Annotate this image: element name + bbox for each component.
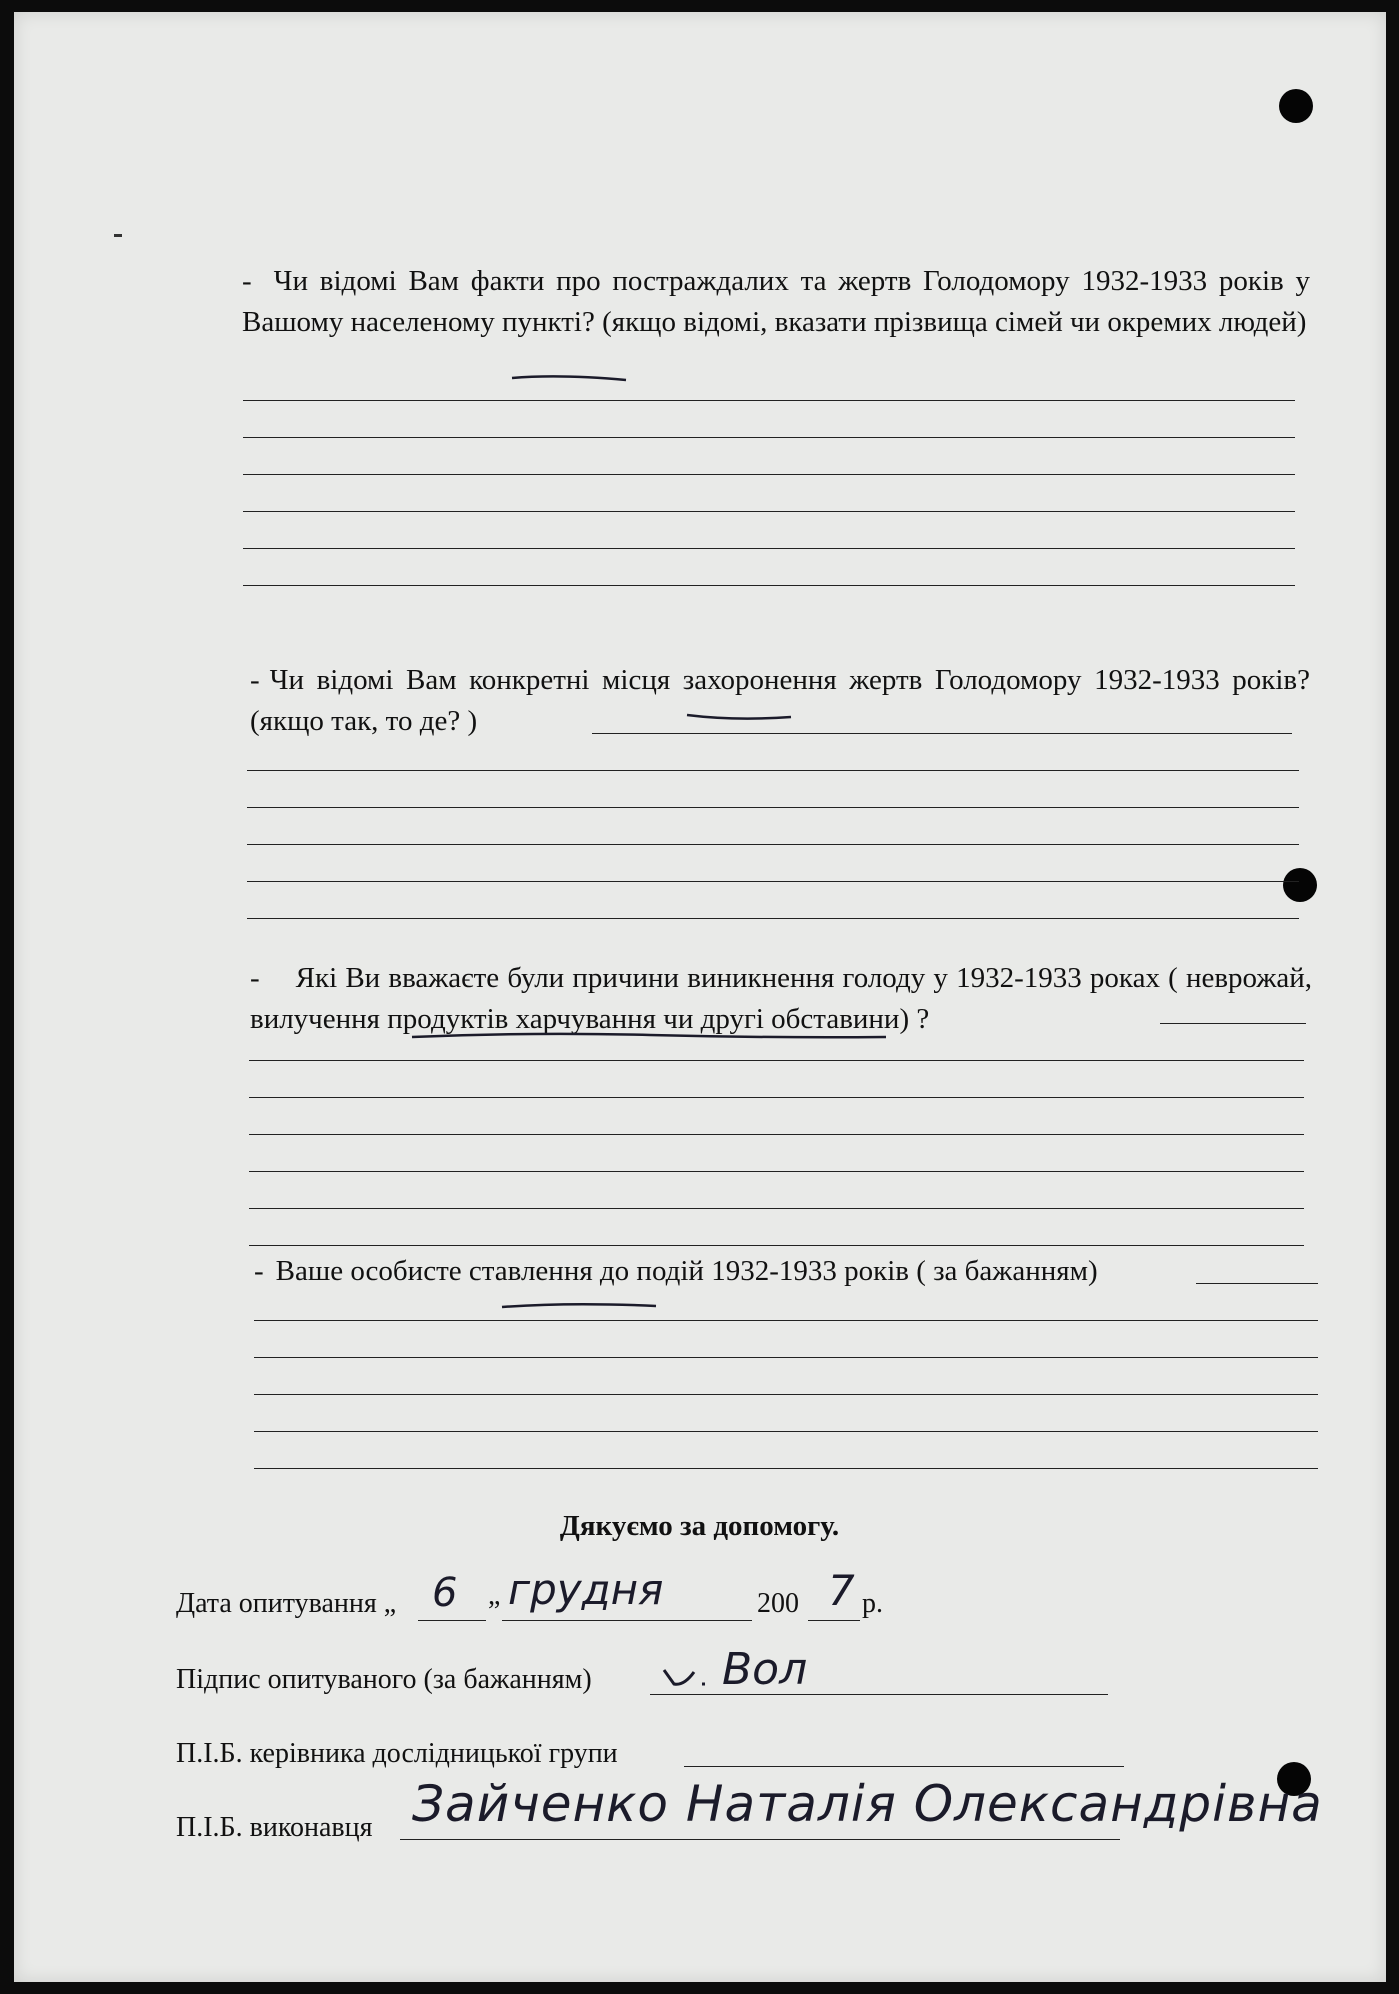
date-year-digit-handwritten: 7 (828, 1566, 855, 1615)
answer-line[interactable] (249, 1060, 1304, 1061)
answer-line[interactable] (1160, 1023, 1306, 1024)
answer-line[interactable] (254, 1394, 1318, 1395)
leader-label: П.І.Б. керівника дослідницької групи (176, 1738, 618, 1769)
answer-line[interactable] (243, 474, 1295, 475)
pen-underline-1 (510, 372, 630, 384)
question-1-dash: - (242, 265, 252, 297)
answer-line[interactable] (249, 1097, 1304, 1098)
executor-line[interactable] (400, 1839, 1120, 1840)
question-3-dash: - (250, 962, 260, 994)
question-4-text: Ваше особисте ставлення до подій 1932-1933 років ( за бажанням) (275, 1255, 1098, 1287)
thanks-heading: Дякуємо за допомогу. (559, 1510, 840, 1542)
date-month-handwritten: грудня (508, 1565, 664, 1614)
date-day-handwritten: 6 (432, 1570, 458, 1616)
answer-line[interactable] (254, 1320, 1318, 1321)
date-year-line[interactable] (808, 1620, 860, 1621)
answer-line[interactable] (247, 881, 1299, 882)
answer-line[interactable] (247, 807, 1299, 808)
executor-name-handwritten: Зайченко Наталія Олександрівна (412, 1775, 1323, 1833)
answer-line[interactable] (247, 918, 1299, 919)
answer-line[interactable] (249, 1171, 1304, 1172)
answer-line[interactable] (247, 770, 1299, 771)
answer-line[interactable] (254, 1431, 1318, 1432)
pen-underline-3 (410, 1029, 890, 1043)
pen-underline-2 (685, 711, 795, 723)
answer-line[interactable] (1196, 1283, 1318, 1284)
date-suffix: р. (862, 1588, 883, 1619)
question-3-text: Які Ви вважаєте були причини виникнення голоду у 1932-1933 роках ( неврожай, вилучення продуктів харчування чи другі обставини) ? (250, 962, 1312, 1035)
answer-line[interactable] (249, 1208, 1304, 1209)
question-3 (250, 958, 1312, 1040)
date-label: Дата опитування „ (176, 1588, 397, 1619)
scan-speck (114, 234, 122, 237)
answer-line[interactable] (254, 1468, 1318, 1469)
answer-line[interactable] (243, 585, 1295, 586)
signature-scribble (660, 1650, 720, 1694)
question-1-text: Чи відомі Вам факти про постраждалих та жертв Голодомору 1932-1933 років у Вашому населеному пункті? (якщо відомі, вказати прізвища сімей чи окремих людей) (242, 265, 1310, 338)
question-2-text: Чи відомі Вам конкретні місця захоронення жертв Голодомору 1932-1933 років? (якщо так, то де? ) (250, 664, 1310, 737)
answer-line[interactable] (249, 1245, 1304, 1246)
signature-handwritten: Вол (722, 1644, 808, 1695)
date-year-prefix: 200 (757, 1588, 799, 1619)
leader-line[interactable] (684, 1766, 1124, 1767)
punch-hole-top (1279, 89, 1313, 123)
date-quote-mid: „ (488, 1580, 501, 1611)
answer-line[interactable] (243, 437, 1295, 438)
answer-line[interactable] (254, 1357, 1318, 1358)
question-2-dash: - (250, 664, 260, 696)
executor-label: П.І.Б. виконавця (176, 1812, 373, 1843)
pen-underline-4 (500, 1299, 660, 1311)
punch-hole-middle (1283, 868, 1317, 902)
question-1 (242, 261, 1310, 343)
answer-line[interactable] (249, 1134, 1304, 1135)
signature-line[interactable] (650, 1694, 1108, 1695)
answer-line[interactable] (247, 844, 1299, 845)
signature-label: Підпис опитуваного (за бажанням) (176, 1664, 592, 1695)
date-day-line[interactable] (418, 1620, 486, 1621)
answer-line[interactable] (592, 733, 1292, 734)
answer-line[interactable] (243, 511, 1295, 512)
answer-line[interactable] (243, 400, 1295, 401)
question-2 (250, 660, 1310, 742)
date-month-line[interactable] (502, 1620, 752, 1621)
question-4 (254, 1251, 1214, 1292)
question-4-dash: - (254, 1255, 264, 1287)
answer-line[interactable] (243, 548, 1295, 549)
